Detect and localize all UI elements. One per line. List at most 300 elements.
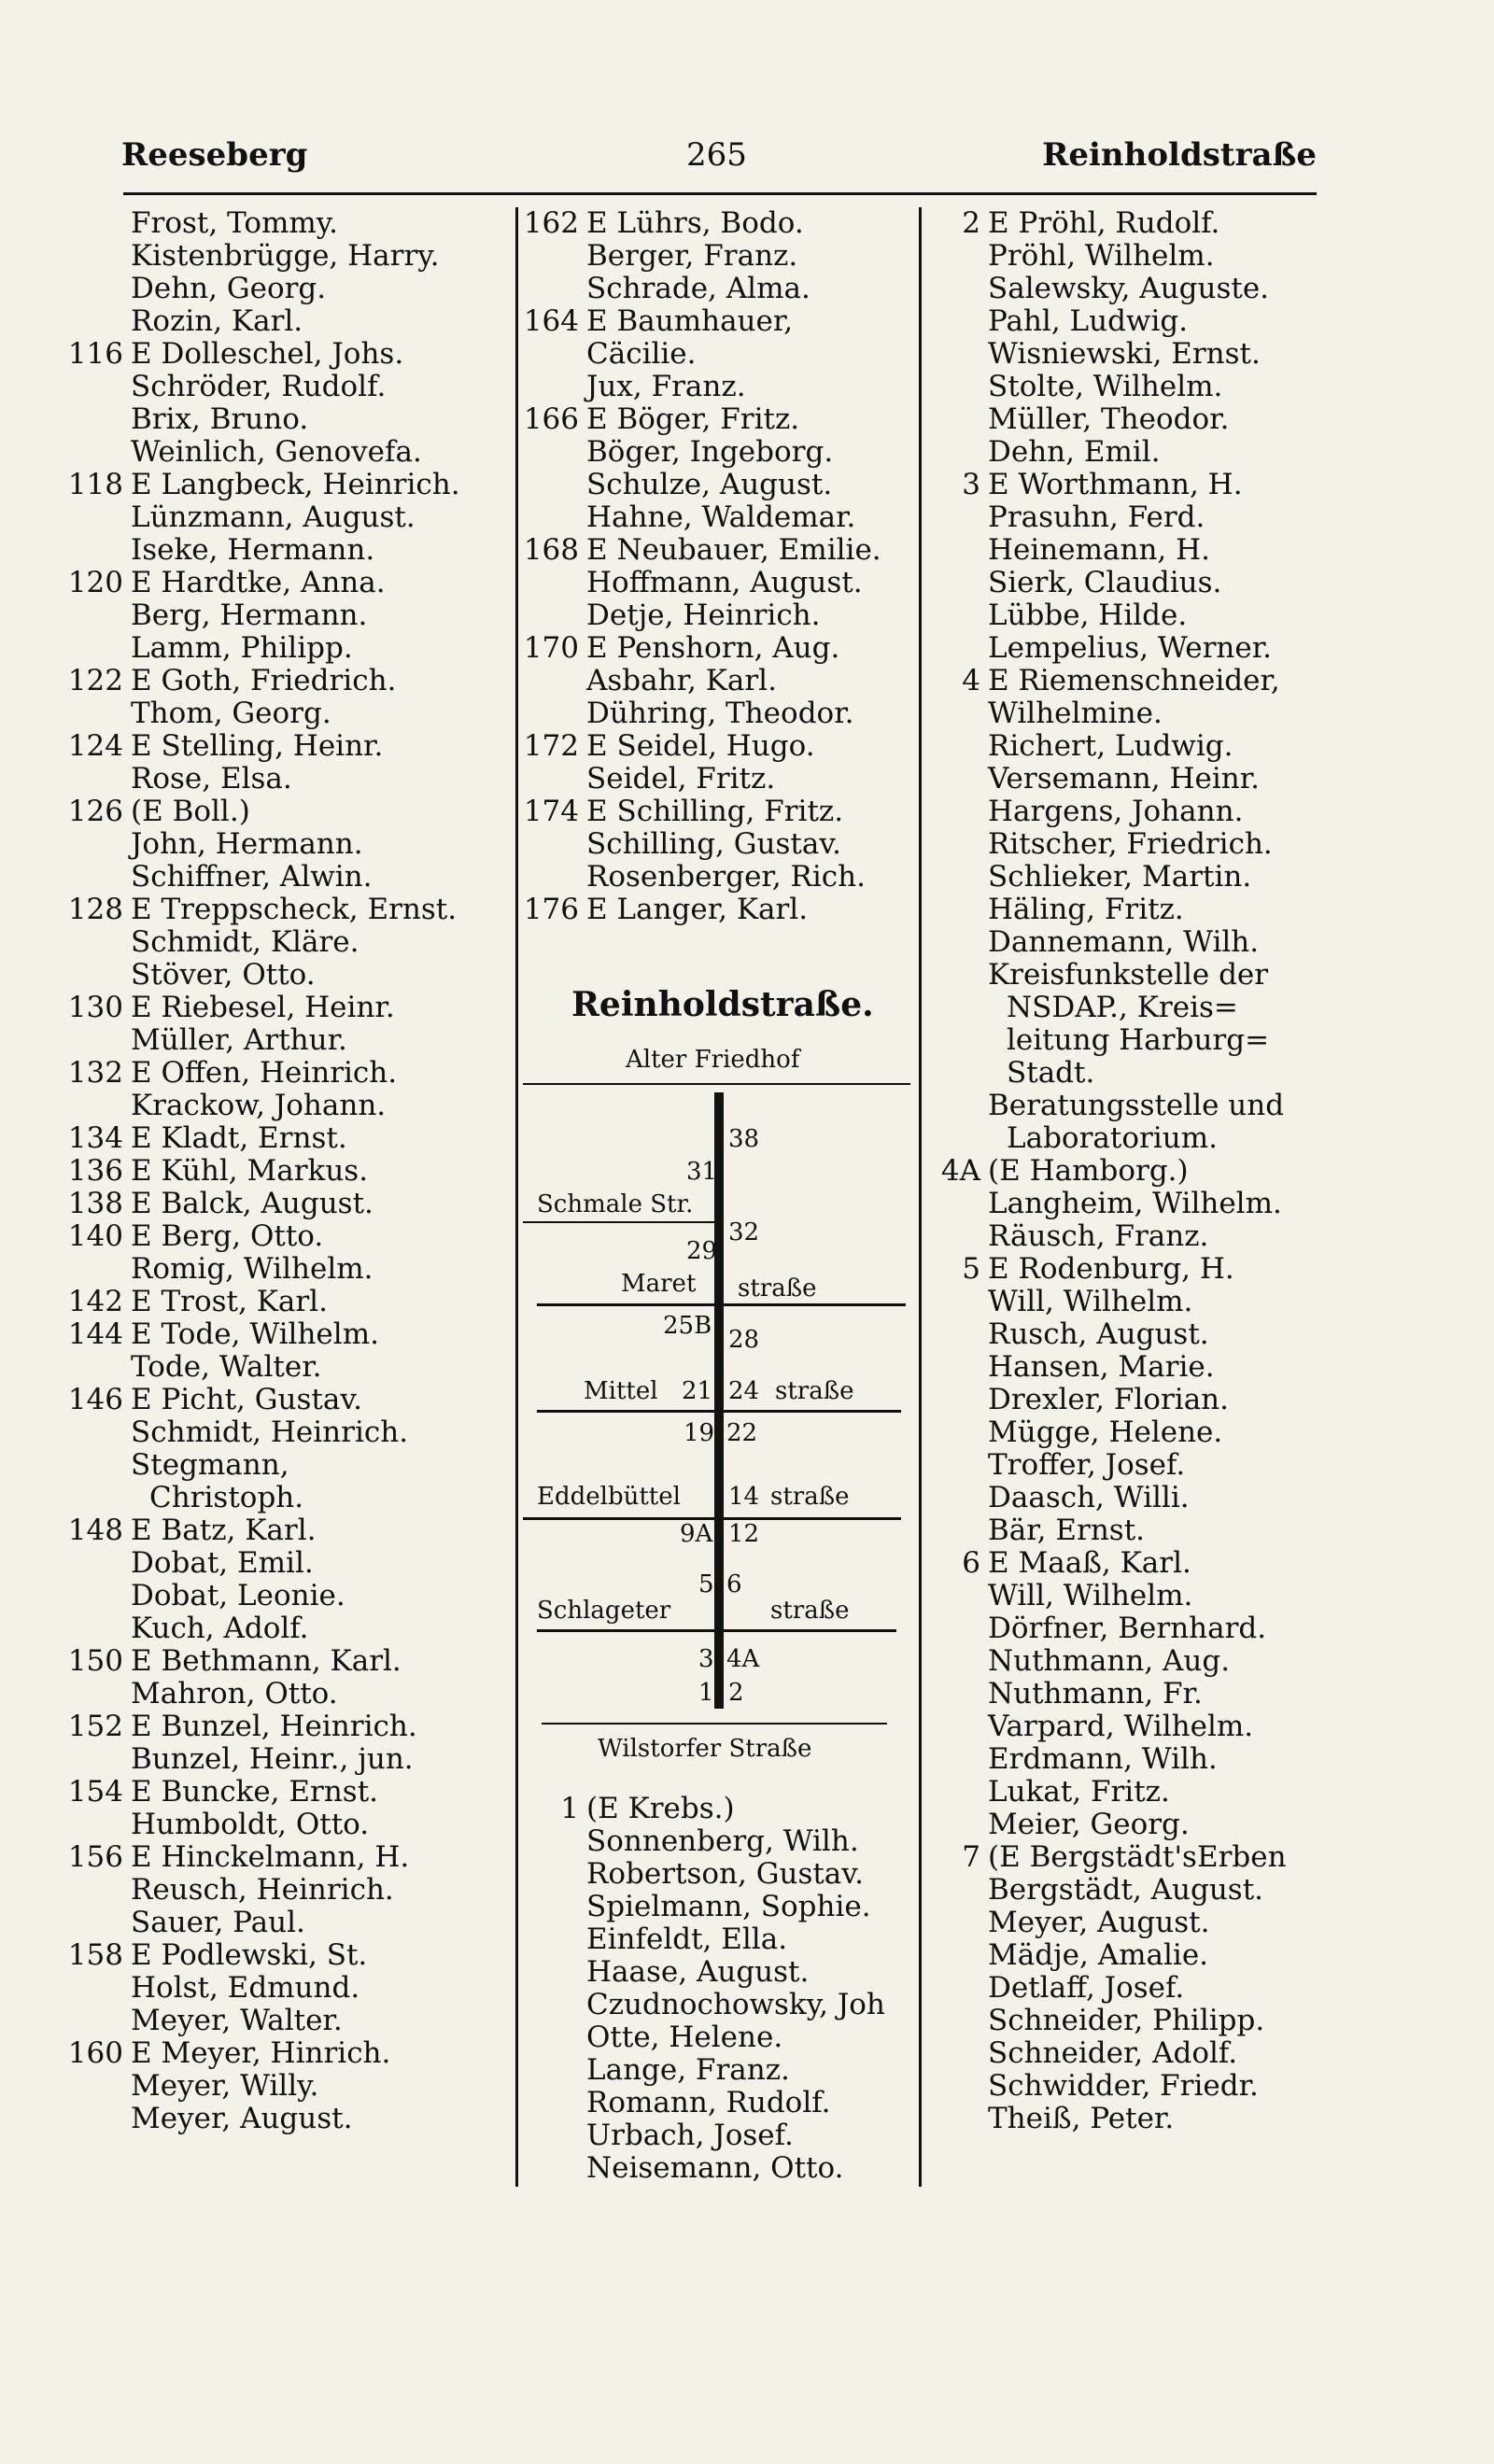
directory-entry	[521, 1956, 923, 1989]
house-number: 1	[560, 1792, 579, 1825]
resident-name: Holst, Edmund.	[131, 1971, 360, 2005]
resident-name: Wisniewski, Ernst.	[988, 337, 1261, 371]
resident-name: Cäcilie.	[586, 337, 697, 371]
resident-name: E Baumhauer,	[586, 304, 794, 338]
directory-entry	[521, 371, 923, 403]
resident-name: Müller, Theodor.	[988, 402, 1230, 436]
directory-entry	[923, 2037, 1315, 2070]
map-cross-line-1	[523, 1221, 714, 1223]
resident-name: Schwidder, Friedr.	[988, 2069, 1259, 2103]
resident-name: E Offen, Heinrich.	[131, 1056, 398, 1090]
directory-entry	[923, 697, 1315, 730]
resident-name: Kistenbrügge, Harry.	[131, 239, 440, 273]
directory-entry	[923, 1384, 1315, 1416]
directory-entry	[65, 1188, 514, 1220]
resident-name: Stolte, Wilhelm.	[988, 370, 1223, 403]
directory-entry	[521, 240, 923, 273]
resident-name: Rosenberger, Rich.	[586, 860, 866, 894]
house-number: 154	[67, 1775, 123, 1809]
resident-name: Seidel, Fritz.	[586, 762, 776, 796]
directory-entry	[923, 1939, 1315, 1972]
directory-entry	[521, 501, 923, 534]
resident-name: E Buncke, Ernst.	[131, 1775, 379, 1809]
resident-name: Bunzel, Heinr., jun.	[131, 1742, 414, 1776]
map-num-9a: 9A	[680, 1520, 713, 1548]
directory-entry	[923, 796, 1315, 828]
resident-name: E Balck, August.	[131, 1187, 374, 1220]
map-num-22: 22	[726, 1419, 758, 1447]
column-middle-bottom	[521, 1793, 923, 2185]
resident-name: Rusch, August.	[988, 1317, 1209, 1351]
resident-name: Asbahr, Karl.	[586, 664, 777, 697]
resident-name: Humboldt, Otto.	[131, 1808, 370, 1841]
resident-name: Meier, Georg.	[988, 1808, 1190, 1841]
resident-name: Schlieker, Martin.	[988, 860, 1252, 894]
directory-entry	[521, 469, 923, 501]
resident-name: E Kladt, Ernst.	[131, 1121, 347, 1155]
directory-entry	[521, 1891, 923, 1923]
resident-name: Stadt.	[1007, 1056, 1095, 1090]
resident-name: Dobat, Leonie.	[131, 1579, 345, 1612]
directory-entry	[65, 1482, 514, 1514]
resident-name: Heinemann, H.	[988, 533, 1211, 567]
resident-name: E Hinckelmann, H.	[131, 1840, 410, 1874]
resident-name: Neisemann, Otto.	[586, 2151, 844, 2185]
resident-name: Tode, Walter.	[131, 1350, 322, 1384]
resident-name: Brix, Bruno.	[131, 402, 309, 436]
resident-name: Spielmann, Sophie.	[586, 1890, 871, 1923]
map-cross-line-2	[537, 1303, 906, 1306]
house-number: 148	[67, 1514, 123, 1547]
directory-entry	[65, 1122, 514, 1155]
directory-entry	[65, 861, 514, 894]
house-number: 122	[67, 664, 123, 697]
directory-entry	[923, 1351, 1315, 1384]
resident-name: E Neubauer, Emilie.	[586, 533, 881, 567]
directory-entry	[65, 1090, 514, 1122]
directory-entry	[521, 305, 923, 338]
resident-name: E Berg, Otto.	[131, 1219, 324, 1253]
directory-entry	[923, 567, 1315, 599]
map-num-4a: 4A	[726, 1645, 760, 1673]
resident-name: Müller, Arthur.	[131, 1023, 347, 1057]
column-left	[65, 207, 514, 2135]
column-middle-top	[521, 207, 923, 926]
resident-name: Will, Wilhelm.	[988, 1579, 1193, 1612]
map-num-21: 21	[682, 1377, 713, 1405]
map-num-29: 29	[686, 1237, 718, 1265]
resident-name: Christoph.	[149, 1481, 304, 1514]
directory-entry	[521, 436, 923, 469]
directory-entry	[65, 599, 514, 632]
directory-entry	[65, 1841, 514, 1874]
directory-entry	[65, 1809, 514, 1841]
map-cross-mittel: Mittel	[584, 1377, 658, 1405]
directory-entry	[923, 926, 1315, 959]
directory-entry	[923, 1155, 1315, 1188]
map-cross-eddelbuettel: Eddelbüttel	[537, 1483, 681, 1511]
directory-entry	[65, 1449, 514, 1482]
directory-entry	[521, 567, 923, 599]
directory-entry	[65, 1907, 514, 1939]
house-number: 164	[523, 304, 579, 338]
resident-name: E Picht, Gustav.	[131, 1383, 363, 1416]
resident-name: E Goth, Friedrich.	[131, 664, 397, 697]
directory-entry	[65, 1939, 514, 1972]
directory-entry	[65, 1547, 514, 1580]
resident-name: Hargens, Johann.	[988, 795, 1244, 828]
directory-entry	[923, 1416, 1315, 1449]
map-num-38: 38	[728, 1125, 760, 1153]
directory-entry	[65, 1318, 514, 1351]
directory-entry	[65, 1972, 514, 2005]
house-number: 158	[67, 1938, 123, 1972]
directory-entry	[65, 1514, 514, 1547]
directory-entry	[923, 273, 1315, 305]
house-number: 160	[67, 2036, 123, 2070]
map-bottom-label: Wilstorfer Straße	[598, 1735, 812, 1763]
resident-name: Lübbe, Hilde.	[988, 598, 1188, 632]
directory-entry	[65, 1743, 514, 1776]
house-number: 132	[67, 1056, 123, 1090]
resident-name: Schneider, Philipp.	[988, 2004, 1265, 2037]
column-right	[923, 207, 1315, 2135]
resident-name: Lukat, Fritz.	[988, 1775, 1170, 1809]
directory-entry	[65, 665, 514, 697]
directory-entry	[923, 599, 1315, 632]
house-number: 170	[523, 631, 579, 665]
resident-name: Mügge, Helene.	[988, 1415, 1223, 1449]
resident-name: E Podlewski, St.	[131, 1938, 368, 1972]
house-number: 150	[67, 1644, 123, 1678]
directory-entry	[923, 1024, 1315, 1057]
resident-name: Ritscher, Friedrich.	[988, 827, 1273, 861]
resident-name: Iseke, Hermann.	[131, 533, 375, 567]
map-bottom-rule	[542, 1723, 887, 1725]
resident-name: Meyer, Willy.	[131, 2069, 319, 2103]
house-number: 118	[67, 468, 123, 501]
map-num-32: 32	[728, 1218, 760, 1246]
resident-name: Stegmann,	[131, 1448, 289, 1482]
resident-name: E Batz, Karl.	[131, 1514, 317, 1547]
map-num-1: 1	[698, 1679, 714, 1707]
directory-entry	[65, 1024, 514, 1057]
directory-entry	[923, 1711, 1315, 1743]
resident-name: Erdmann, Wilh.	[988, 1742, 1218, 1776]
resident-name: Lünzmann, August.	[131, 500, 416, 534]
page-header	[121, 136, 1317, 189]
resident-name: Varpard, Wilhelm.	[988, 1710, 1254, 1743]
directory-entry	[65, 1416, 514, 1449]
directory-entry	[923, 1580, 1315, 1612]
house-number: 6	[962, 1546, 980, 1580]
map-cross-schlageter: Schlageter	[537, 1597, 671, 1625]
directory-entry	[923, 1449, 1315, 1482]
map-cross-line-3	[537, 1410, 901, 1413]
map-top-label: Alter Friedhof	[626, 1046, 800, 1074]
directory-entry	[923, 207, 1315, 240]
directory-entry	[923, 1776, 1315, 1809]
resident-name: Lamm, Philipp.	[131, 631, 353, 665]
resident-name: E Langbeck, Heinrich.	[131, 468, 460, 501]
house-number: 136	[67, 1154, 123, 1188]
resident-name: Lempelius, Werner.	[988, 631, 1273, 665]
resident-name: E Riebesel, Heinr.	[131, 991, 395, 1024]
directory-entry	[65, 501, 514, 534]
house-number: 162	[523, 206, 579, 240]
directory-entry	[521, 861, 923, 894]
resident-name: (E Hamborg.)	[988, 1154, 1189, 1188]
house-number: 124	[67, 729, 123, 763]
resident-name: E Seidel, Hugo.	[586, 729, 815, 763]
directory-entry	[65, 371, 514, 403]
directory-entry	[923, 894, 1315, 926]
resident-name: E Langer, Karl.	[586, 893, 809, 926]
resident-name: leitung Harburg=	[1007, 1023, 1270, 1057]
house-number: 120	[67, 566, 123, 599]
resident-name: Detje, Heinrich.	[586, 598, 821, 632]
resident-name: Frost, Tommy.	[131, 206, 339, 240]
resident-name: Schröder, Rudolf.	[131, 370, 387, 403]
resident-name: E Böger, Fritz.	[586, 402, 800, 436]
resident-name: Bär, Ernst.	[988, 1514, 1146, 1547]
directory-entry	[65, 1351, 514, 1384]
resident-name: Richert, Ludwig.	[988, 729, 1233, 763]
directory-entry	[923, 2005, 1315, 2037]
directory-entry	[521, 763, 923, 796]
resident-name: E Bethmann, Karl.	[131, 1644, 402, 1678]
map-num-5: 5	[698, 1570, 714, 1598]
directory-entry	[923, 1514, 1315, 1547]
directory-entry	[65, 1711, 514, 1743]
resident-name: Pröhl, Wilhelm.	[988, 239, 1215, 273]
resident-name: E Meyer, Hinrich.	[131, 2036, 391, 2070]
resident-name: E Dolleschel, Johs.	[131, 337, 404, 371]
resident-name: Wilhelmine.	[988, 697, 1163, 730]
directory-entry	[521, 796, 923, 828]
house-number: 156	[67, 1840, 123, 1874]
resident-name: Sonnenberg, Wilh.	[586, 1824, 859, 1858]
resident-name: Rozin, Karl.	[131, 304, 303, 338]
resident-name: Troffer, Josef.	[988, 1448, 1186, 1482]
house-number: 174	[523, 795, 579, 828]
resident-name: Hoffmann, August.	[586, 566, 863, 599]
directory-entry	[521, 2054, 923, 2087]
resident-name: Salewsky, Auguste.	[988, 272, 1270, 305]
map-cross-schlageter-strasse: straße	[770, 1597, 850, 1625]
resident-name: Kreisfunkstelle der	[988, 958, 1269, 992]
directory-entry	[521, 2119, 923, 2152]
resident-name: Otte, Helene.	[586, 2020, 783, 2054]
directory-entry	[65, 1678, 514, 1711]
directory-entry	[65, 632, 514, 665]
resident-name: Will, Wilhelm.	[988, 1285, 1193, 1318]
directory-entry	[923, 1547, 1315, 1580]
directory-entry	[521, 2152, 923, 2185]
directory-entry	[923, 992, 1315, 1024]
directory-entry	[65, 1776, 514, 1809]
resident-name: Dehn, Emil.	[988, 435, 1161, 469]
directory-entry	[521, 697, 923, 730]
directory-entry	[65, 2070, 514, 2103]
resident-name: Schilling, Gustav.	[586, 827, 842, 861]
running-head-left: Reeseberg	[121, 136, 308, 174]
resident-name: Schneider, Adolf.	[988, 2036, 1238, 2070]
resident-name: Meyer, Walter.	[131, 2004, 343, 2037]
directory-entry	[65, 1286, 514, 1318]
directory-entry	[521, 207, 923, 240]
resident-name: Bergstädt, August.	[988, 1873, 1264, 1907]
map-top-rule	[523, 1083, 910, 1085]
directory-entry	[923, 1972, 1315, 2005]
directory-entry	[521, 1825, 923, 1858]
directory-entry	[923, 665, 1315, 697]
map-cross-maret-strasse: straße	[738, 1274, 817, 1302]
resident-name: Schulze, August.	[586, 468, 833, 501]
directory-entry	[923, 2070, 1315, 2103]
resident-name: Schmidt, Kläre.	[131, 925, 359, 959]
directory-entry	[521, 1858, 923, 1891]
directory-entry	[923, 469, 1315, 501]
directory-entry	[65, 2103, 514, 2135]
directory-entry	[65, 992, 514, 1024]
directory-entry	[923, 1188, 1315, 1220]
directory-entry	[65, 959, 514, 992]
directory-entry	[923, 305, 1315, 338]
running-head-right: Reinholdstraße	[1042, 136, 1317, 174]
resident-name: Daasch, Willi.	[988, 1481, 1190, 1514]
house-number: 140	[67, 1219, 123, 1253]
resident-name: E Rodenburg, H.	[988, 1252, 1234, 1286]
directory-entry	[65, 926, 514, 959]
map-num-2: 2	[728, 1679, 744, 1707]
house-number: 128	[67, 893, 123, 926]
directory-entry	[65, 436, 514, 469]
directory-entry	[923, 632, 1315, 665]
directory-entry	[521, 273, 923, 305]
directory-entry	[65, 1645, 514, 1678]
house-number: 172	[523, 729, 579, 763]
directory-entry	[521, 894, 923, 926]
resident-name: Berg, Hermann.	[131, 598, 368, 632]
resident-name: Sierk, Claudius.	[988, 566, 1222, 599]
resident-name: Czudnochowsky, Joh	[586, 1988, 885, 2021]
map-num-24: 24	[728, 1377, 760, 1405]
directory-entry	[521, 403, 923, 436]
resident-name: E Treppscheck, Ernst.	[131, 893, 458, 926]
directory-entry	[521, 1793, 923, 1825]
directory-entry	[923, 730, 1315, 763]
directory-entry	[923, 240, 1315, 273]
directory-entry	[923, 534, 1315, 567]
directory-entry	[65, 1220, 514, 1253]
resident-name: Stöver, Otto.	[131, 958, 316, 992]
resident-name: Reusch, Heinrich.	[131, 1873, 394, 1907]
directory-entry	[65, 1057, 514, 1090]
resident-name: Dannemann, Wilh.	[988, 925, 1260, 959]
resident-name: (E Boll.)	[131, 795, 250, 828]
map-cross-maret: Maret	[621, 1270, 697, 1298]
column-divider-1	[515, 207, 518, 2187]
directory-entry	[65, 567, 514, 599]
resident-name: E Penshorn, Aug.	[586, 631, 840, 665]
directory-entry	[65, 828, 514, 861]
directory-entry	[521, 2087, 923, 2119]
directory-entry	[65, 1253, 514, 1286]
resident-name: (E Krebs.)	[586, 1792, 735, 1825]
directory-entry	[65, 240, 514, 273]
resident-name: Romig, Wilhelm.	[131, 1252, 374, 1286]
directory-entry	[923, 959, 1315, 992]
map-num-14: 14	[728, 1483, 760, 1511]
resident-name: Einfeldt, Ella.	[586, 1922, 788, 1956]
resident-name: Urbach, Josef.	[586, 2119, 794, 2152]
resident-name: (E Bergstädt'sErben	[988, 1840, 1287, 1874]
resident-name: Theiß, Peter.	[988, 2102, 1175, 2135]
resident-name: Langheim, Wilhelm.	[988, 1187, 1282, 1220]
resident-name: E Hardtke, Anna.	[131, 566, 386, 599]
resident-name: Räusch, Franz.	[988, 1219, 1209, 1253]
directory-entry	[923, 1809, 1315, 1841]
street-map	[523, 1046, 915, 1763]
directory-entry	[65, 796, 514, 828]
house-number: 5	[962, 1252, 980, 1286]
house-number: 134	[67, 1121, 123, 1155]
map-num-25b: 25B	[663, 1312, 712, 1340]
resident-name: E Trost, Karl.	[131, 1285, 328, 1318]
map-num-28: 28	[728, 1326, 760, 1354]
house-number: 168	[523, 533, 579, 567]
resident-name: Weinlich, Genovefa.	[131, 435, 422, 469]
resident-name: Schiffner, Alwin.	[131, 860, 373, 894]
map-num-31: 31	[686, 1158, 718, 1186]
resident-name: Hahne, Waldemar.	[586, 500, 856, 534]
resident-name: E Worthmann, H.	[988, 468, 1243, 501]
house-number: 142	[67, 1285, 123, 1318]
house-number: 146	[67, 1383, 123, 1416]
resident-name: Prasuhn, Ferd.	[988, 500, 1205, 534]
directory-entry	[65, 469, 514, 501]
resident-name: Drexler, Florian.	[988, 1383, 1230, 1416]
resident-name: Versemann, Heinr.	[988, 762, 1261, 796]
directory-entry	[923, 1678, 1315, 1711]
resident-name: Meyer, August.	[131, 2102, 353, 2135]
house-number: 166	[523, 402, 579, 436]
map-num-12: 12	[728, 1520, 760, 1548]
map-cross-mittel-strasse: straße	[775, 1377, 854, 1405]
map-num-6: 6	[726, 1570, 742, 1598]
house-number: 7	[962, 1840, 980, 1874]
directory-entry	[923, 1220, 1315, 1253]
house-number: 152	[67, 1710, 123, 1743]
house-number: 4	[962, 664, 980, 697]
resident-name: Kuch, Adolf.	[131, 1612, 309, 1645]
resident-name: Sauer, Paul.	[131, 1906, 305, 1939]
directory-entry	[65, 763, 514, 796]
directory-entry	[923, 1874, 1315, 1907]
house-number: 138	[67, 1187, 123, 1220]
resident-name: E Lührs, Bodo.	[586, 206, 804, 240]
directory-entry	[521, 2021, 923, 2054]
directory-entry	[65, 403, 514, 436]
directory-entry	[65, 2005, 514, 2037]
resident-name: Hansen, Marie.	[988, 1350, 1215, 1384]
directory-entry	[65, 1155, 514, 1188]
directory-entry	[923, 338, 1315, 371]
directory-entry	[923, 1122, 1315, 1155]
directory-entry	[65, 207, 514, 240]
resident-name: Berger, Franz.	[586, 239, 798, 273]
